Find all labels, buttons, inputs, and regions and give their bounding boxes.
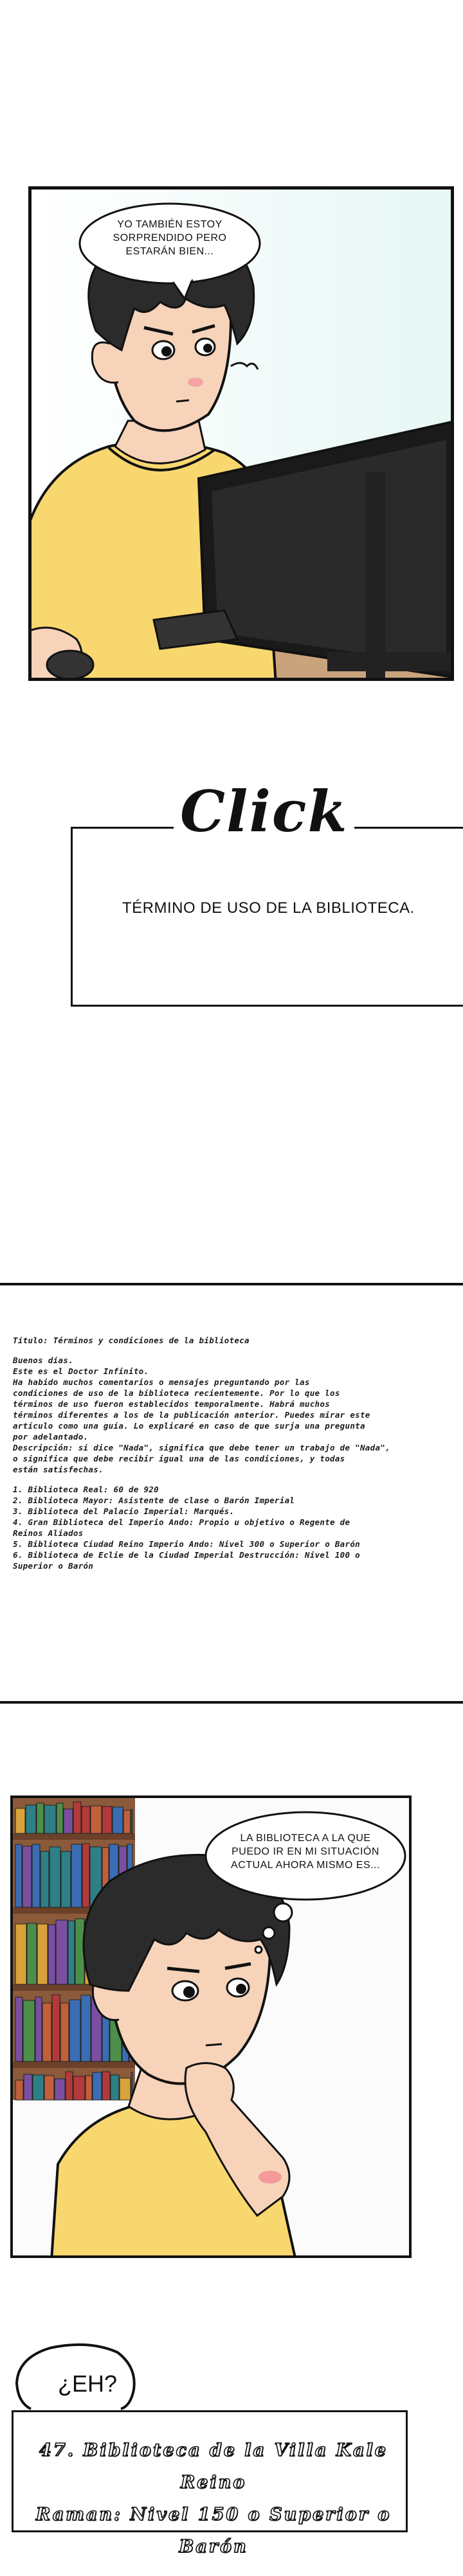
panel1-illustration <box>32 190 454 681</box>
book-spine <box>93 2072 102 2100</box>
book-spine <box>56 1920 68 1984</box>
book-spine <box>37 1924 48 1984</box>
terms-line: por adelantado. <box>13 1432 89 1442</box>
book-spine <box>26 1805 36 1833</box>
mouse <box>47 651 93 679</box>
terms-title: Título: Términos y condiciones de la biblioteca <box>13 1336 250 1345</box>
book-spine <box>69 2000 80 2061</box>
terms-line: artículo como una guía. Lo explicaré en caso de que surja una pregunta <box>13 1421 365 1431</box>
book-spine <box>91 1806 102 1833</box>
bubble-line: YO TAMBIÉN ESTOY <box>117 219 222 230</box>
book-spine <box>82 1844 89 1907</box>
terms-line: Descripción: si dice "Nada", significa que debe tener un trabajo de "Nada", <box>13 1443 390 1452</box>
book-spine <box>57 1803 63 1833</box>
terms-line: términos de uso fueron establecidos temporalmente. Habrá muchos <box>13 1399 331 1409</box>
book-spine <box>50 1847 60 1907</box>
terms-list-item: 3. Biblioteca del Palacio Imperial: Marqués. <box>13 1506 235 1516</box>
book-spine <box>113 1807 123 1833</box>
bubble-line: PUEDO IR EN MI SITUACIÓN <box>232 1846 379 1857</box>
comic-panel-thinking <box>10 1795 412 2258</box>
book-spine <box>15 1808 25 1833</box>
terms-list-item: 2. Biblioteca Mayor: Asistente de clase o Barón Imperial <box>13 1495 295 1505</box>
caption-text <box>27 2435 400 2563</box>
terms-document <box>13 1335 437 1571</box>
book-spine <box>55 2079 65 2100</box>
book-spine <box>52 1995 60 2061</box>
terms-list-item: 4. Gran Biblioteca del Imperio Ando: Propio u objetivo o Regente de <box>13 1517 350 1527</box>
book-spine <box>23 2000 35 2061</box>
book-spine <box>32 1844 40 1907</box>
book-spine <box>27 1923 37 1984</box>
terms-list-item: Superior o Barón <box>13 1561 94 1571</box>
book-spine <box>111 2075 119 2100</box>
terms-list-item: 1. Biblioteca Real: 60 de 920 <box>13 1485 159 1494</box>
caption-line: Raman: Nivel 150 o Superior o Barón <box>35 2505 392 2557</box>
caption-line: 47. Biblioteca de la Villa Kale Reino <box>39 2440 388 2492</box>
bubble-line: ESTARÁN BIEN... <box>125 246 214 257</box>
book-spine <box>120 2078 131 2100</box>
book-spine <box>86 2076 92 2100</box>
eh-exclamation: ¿EH? <box>58 2370 118 2397</box>
book-spine <box>131 1810 132 1833</box>
book-spine <box>35 1997 42 2061</box>
terms-intro: Este es el Doctor Infinito. <box>13 1366 149 1376</box>
bubble-line: LA BIBLIOTECA A LA QUE <box>240 1833 371 1844</box>
book-spine <box>102 1806 112 1833</box>
book-spine <box>68 1921 75 1984</box>
bubble-text-3 <box>215 1831 395 1872</box>
terms-line: o significa que debe recibir igual una de las condiciones, y todas <box>13 1454 345 1463</box>
book-spine <box>44 2076 54 2100</box>
terms-list-item: 5. Biblioteca Ciudad Reino Imperio Ando: Nivel 300 o Superior o Barón <box>13 1539 360 1549</box>
book-spine <box>73 1802 81 1833</box>
book-spine <box>41 1851 49 1907</box>
book-spine <box>64 1809 73 1833</box>
book-spine <box>71 1844 82 1907</box>
divider-top <box>0 1283 463 1285</box>
bubble-line: SORPRENDIDO PERO <box>113 233 227 243</box>
terms-list-item: 6. Biblioteca de Eclie de la Ciudad Imperial Destrucción: Nivel 100 o <box>13 1550 360 1560</box>
book-spine <box>66 2072 73 2100</box>
terms-line: términos diferentes a los de la publicación anterior. Puedes mirar este <box>13 1410 370 1420</box>
bubble-line: ACTUAL AHORA MISMO ES... <box>231 1860 380 1871</box>
click-sound-effect: Click <box>174 776 354 847</box>
book-spine <box>81 1995 91 2061</box>
book-spine <box>15 1997 23 2061</box>
book-spine <box>15 2080 23 2100</box>
book-spine <box>61 1851 71 1907</box>
book-spine <box>42 2003 51 2061</box>
terms-list-item: Reinos Aliados <box>13 1528 84 1538</box>
terms-line: Ha habido muchos comentarios o mensajes preguntando por las <box>13 1377 310 1387</box>
book-spine <box>15 1844 22 1907</box>
book-spine <box>60 2003 69 2061</box>
book-spine <box>23 1846 32 1907</box>
book-spine <box>123 1810 131 1833</box>
terms-greeting: Buenos días. <box>13 1355 73 1365</box>
comic-panel-computer <box>28 186 454 681</box>
library-terms-notice: TÉRMINO DE USO DE LA BIBLIOTECA. <box>122 899 415 917</box>
book-spine <box>102 2072 110 2100</box>
book-spine <box>33 2075 44 2100</box>
terms-line: condiciones de uso de la biblioteca recientemente. Por lo que los <box>13 1388 340 1398</box>
book-spine <box>82 1806 90 1833</box>
book-spine <box>48 1925 55 1984</box>
book-spine <box>24 2074 32 2100</box>
book-spine <box>73 2076 85 2100</box>
terms-line: están satisfechas. <box>13 1465 104 1474</box>
divider-bottom <box>0 1701 463 1704</box>
book-spine <box>15 1924 26 1984</box>
book-spine <box>44 1805 56 1833</box>
bubble-text-1 <box>86 218 253 258</box>
book-spine <box>37 1803 44 1833</box>
